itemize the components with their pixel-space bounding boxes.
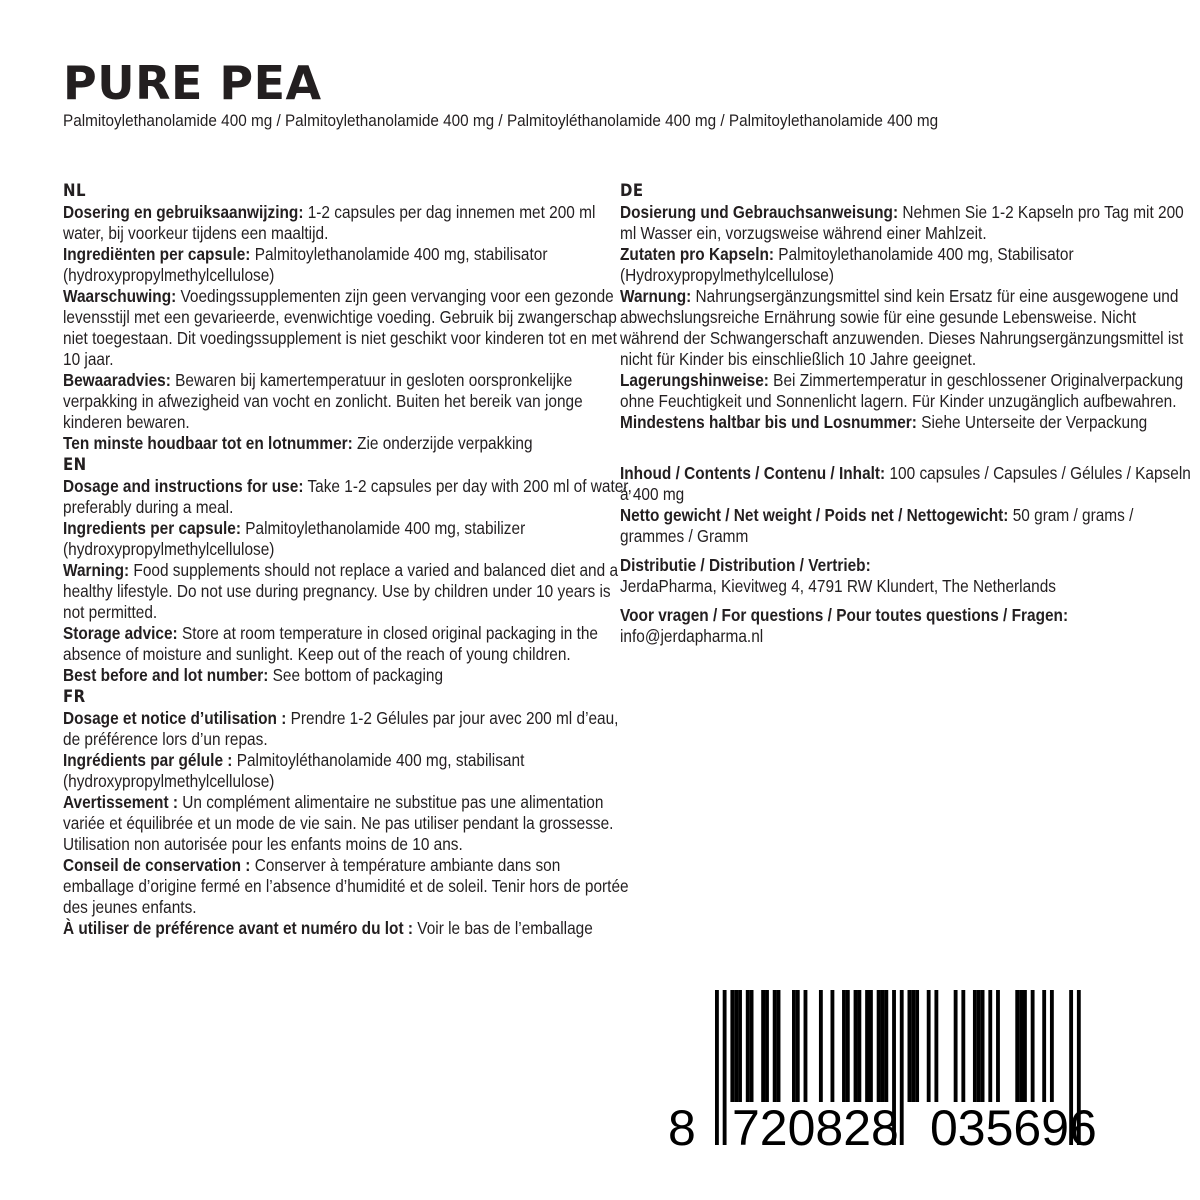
en-dosage: Dosage and instructions for use: Take 1-2 capsules per day with 200 ml of water, preferably during a meal.: [63, 476, 632, 517]
barcode-right-digits: 035696: [930, 1100, 1097, 1150]
barcode-bar: [715, 990, 719, 1145]
barcode-bar: [908, 990, 912, 1102]
product-title: PURE PEA: [63, 56, 322, 110]
barcode-bar: [1019, 990, 1023, 1102]
right-column: [620, 180, 1195, 647]
barcode-bar: [954, 990, 958, 1102]
barcode-bar: [900, 990, 904, 1145]
barcode: [660, 990, 1130, 1150]
fr-ingredients: Ingrédients par gélule : Palmitoyléthanolamide 400 mg, stabilisant (hydroxypropylmethylcellulose): [63, 750, 525, 791]
barcode-bar: [831, 990, 835, 1102]
distribution-label: Distributie / Distribution / Vertrieb:: [620, 555, 871, 575]
left-column: [63, 180, 633, 939]
barcode-bar: [804, 990, 808, 1102]
en-warning: Warning: Food supplements should not replace a varied and balanced diet and a healthy lifestyle. Do not use during pregnancy. Use by children under 10 years is not permitted.: [63, 560, 619, 622]
de-storage: Lagerungshinweise: Bei Zimmertemperatur in geschlossener Originalverpackung ohne Feuchtigkeit und Sonnenlicht lagern. Für Kinder unzugänglich aufbewahren.: [620, 370, 1184, 411]
fr-storage: Conseil de conservation : Conserver à température ambiante dans son emballage d’origine fermé en l’absence d’humidité et de soleil. Tenir hors de portée des jeunes enfants.: [63, 855, 629, 917]
barcode-bar: [877, 990, 881, 1102]
barcode-bar: [777, 990, 781, 1102]
barcode-bar: [981, 990, 985, 1102]
barcode-bar: [730, 990, 734, 1102]
barcode-bar: [846, 990, 850, 1102]
en-storage: Storage advice: Store at room temperature in closed original packaging in the absence of moisture and sunlight. Keep out of the reach of young children.: [63, 623, 599, 664]
barcode-bar: [884, 990, 888, 1102]
barcode-bar: [973, 990, 977, 1102]
barcode-bar: [934, 990, 938, 1102]
barcode-left-digits: 720828: [732, 1100, 899, 1150]
barcode-bar: [1015, 990, 1019, 1102]
nl-best-before: Ten minste houdbaar tot en lotnummer: Zie onderzijde verpakking: [63, 433, 533, 453]
nl-warning: Waarschuwing: Voedingssupplementen zijn geen vervanging voor een gezonde levensstijl met een gevarieerde, evenwichtige voeding. Gebruik bij zwangerschap niet toegestaan. Dit voedingssupplement is niet geschikt voor kinderen tot en met 10 jaar.: [63, 286, 617, 369]
barcode-bar: [1031, 990, 1035, 1102]
barcode-bar: [988, 990, 992, 1102]
barcode-bar: [723, 990, 727, 1145]
barcode-bar: [869, 990, 873, 1102]
questions-label: Voor vragen / For questions / Pour toutes questions / Fragen:: [620, 605, 1069, 625]
en-ingredients: Ingredients per capsule: Palmitoylethanolamide 400 mg, stabilizer (hydroxypropylmethylcellulose): [63, 518, 526, 559]
barcode-bar: [1042, 990, 1046, 1102]
barcode-bar: [857, 990, 861, 1102]
barcode-bar: [842, 990, 846, 1102]
barcode-bar: [915, 990, 919, 1102]
fr-warning: Avertissement : Un complément alimentaire ne substitue pas une alimentation variée et équilibrée et un mode de vie sain. Ne pas utiliser pendant la grossesse. Utilisation non autorisée pour les enfants moins de 10 ans.: [63, 792, 614, 854]
barcode-bar: [854, 990, 858, 1102]
barcode-bar: [977, 990, 981, 1102]
barcode-bar: [911, 990, 915, 1102]
lang-heading-en: EN: [63, 455, 87, 475]
de-warning: Warnung: Nahrungsergänzungsmittel sind kein Ersatz für eine ausgewogene und abwechslungsreiche Ernährung sowie für eine gesunde Lebensweise. Nicht während der Schwangerschaft anzuwenden. Dieses Nahrungsergänzungsmittel ist nicht für Kinder bis einschließlich 10 Jahre geeignet.: [620, 286, 1184, 369]
lang-heading-de: DE: [620, 181, 644, 201]
distribution-address: JerdaPharma, Kievitweg 4, 4791 RW Klundert, The Netherlands: [620, 576, 1056, 596]
barcode-bar: [1023, 990, 1027, 1102]
de-ingredients: Zutaten pro Kapseln: Palmitoylethanolamide 400 mg, Stabilisator (Hydroxypropylmethylcellulose): [620, 244, 1074, 285]
lang-heading-nl: NL: [63, 181, 86, 201]
barcode-bar: [796, 990, 800, 1102]
nl-dosage: Dosering en gebruiksaanwijzing: 1-2 capsules per dag innemen met 200 ml water, bij voorkeur tijdens een maaltijd.: [63, 202, 596, 243]
barcode-bar: [773, 990, 777, 1102]
product-subtitle: Palmitoylethanolamide 400 mg / Palmitoylethanolamide 400 mg / Palmitoyléthanolamide 400 mg / Palmitoylethanolamide 400 mg: [63, 111, 939, 130]
barcode-bar: [819, 990, 823, 1102]
barcode-bar: [746, 990, 750, 1102]
barcode-bar: [761, 990, 765, 1102]
barcode-bar: [750, 990, 754, 1102]
barcode-bar: [792, 990, 796, 1102]
nl-ingredients: Ingrediënten per capsule: Palmitoylethanolamide 400 mg, stabilisator (hydroxypropylmethylcellulose): [63, 244, 548, 285]
en-best-before: Best before and lot number: See bottom of packaging: [63, 665, 444, 685]
barcode-bar: [996, 990, 1000, 1102]
barcode-bar: [1050, 990, 1054, 1102]
de-best-before: Mindestens haltbar bis und Losnummer: Siehe Unterseite der Verpackung: [620, 412, 1148, 432]
nl-storage: Bewaaradvies: Bewaren bij kamertemperatuur in gesloten oorspronkelijke verpakking in afwezigheid van vocht en zonlicht. Buiten het bereik van jonge kinderen bewaren.: [63, 370, 583, 432]
barcode-bar: [881, 990, 885, 1102]
fr-dosage: Dosage et notice d’utilisation : Prendre 1-2 Gélules par jour avec 200 ml d’eau, de préférence lors d’un repas.: [63, 708, 619, 749]
contents-info: Inhoud / Contents / Contenu / Inhalt: 100 capsules / Capsules / Gélules / Kapseln á 400 mg: [620, 463, 1191, 504]
barcode-bar: [765, 990, 769, 1102]
barcode-bar: [961, 990, 965, 1102]
questions-email: info@jerdapharma.nl: [620, 626, 764, 646]
net-weight-info: Netto gewicht / Net weight / Poids net / Nettogewicht: 50 gram / grams / grammes / Gramm: [620, 505, 1134, 546]
barcode-bar: [738, 990, 742, 1102]
barcode-bar: [734, 990, 738, 1102]
de-dosage: Dosierung und Gebrauchsanweisung: Nehmen Sie 1-2 Kapseln pro Tag mit 200 ml Wasser ein, vorzugsweise während einer Mahlzeit.: [620, 202, 1184, 243]
barcode-first-digit: 8: [668, 1100, 696, 1150]
lang-heading-fr: FR: [63, 687, 86, 707]
barcode-bar: [865, 990, 869, 1102]
barcode-bar: [927, 990, 931, 1102]
fr-best-before: À utiliser de préférence avant et numéro du lot : Voir le bas de l’emballage: [63, 918, 593, 938]
